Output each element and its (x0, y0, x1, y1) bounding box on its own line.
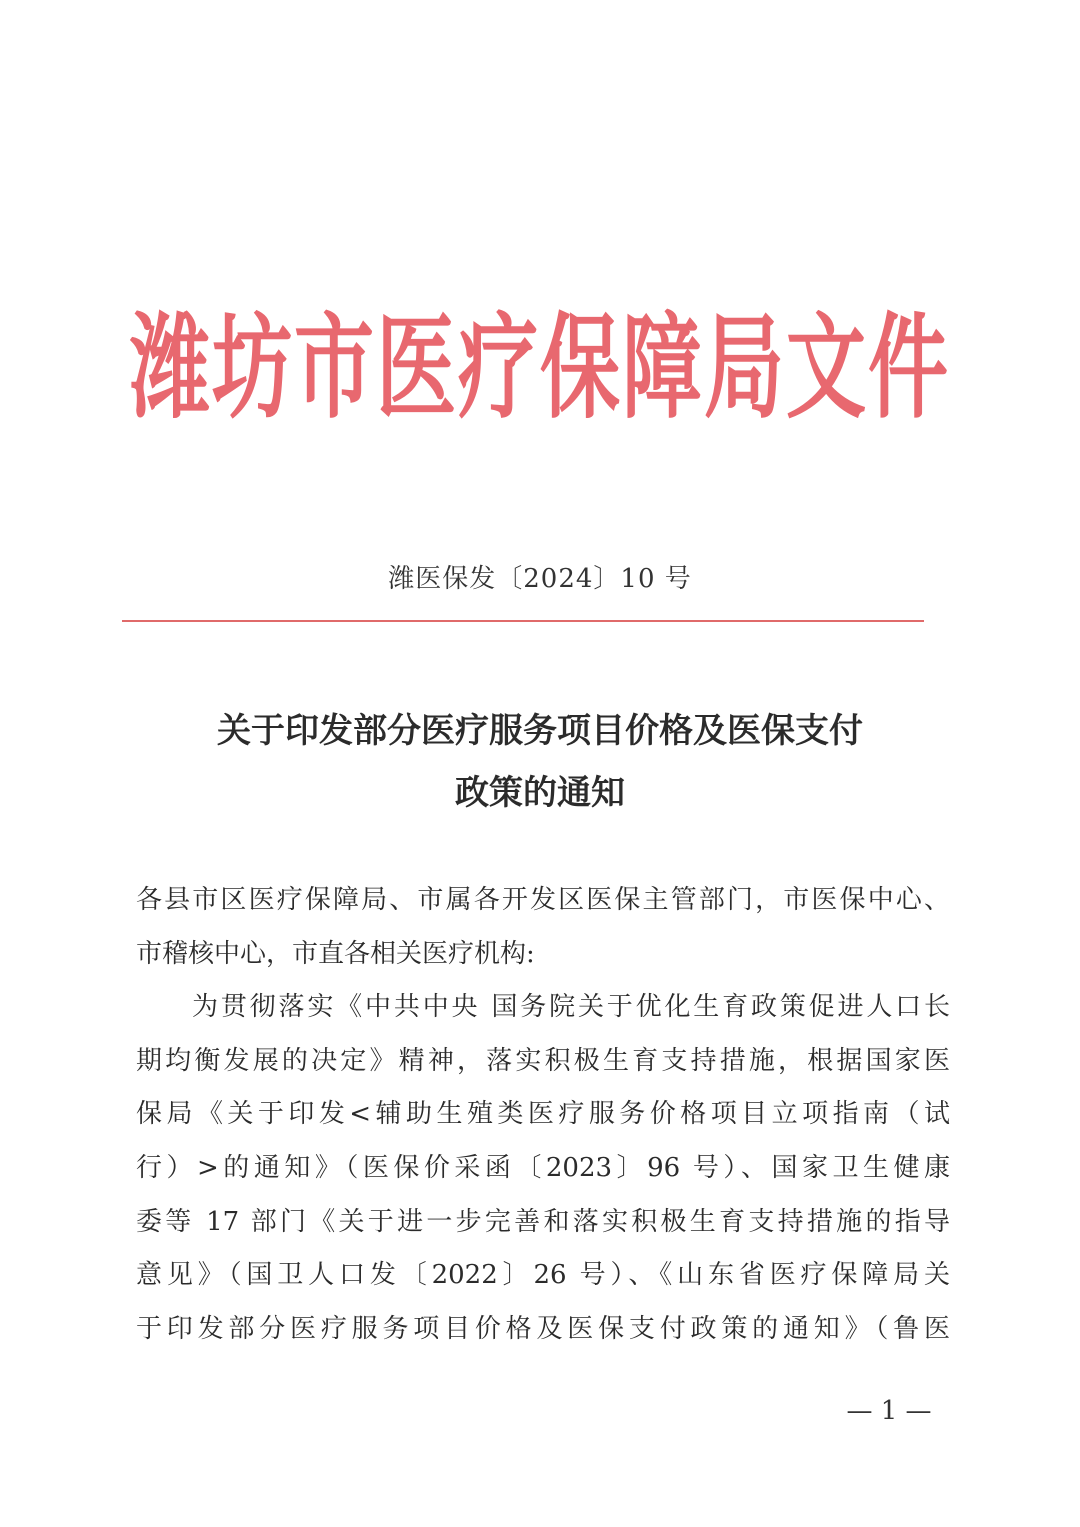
body-line: 期均衡发展的决定》精神，落实积极生育支持措施，根据国家医 (136, 1045, 950, 1076)
notice-title (100, 700, 980, 824)
body-line: 市稽核中心，市直各相关医疗机构: (136, 938, 535, 969)
notice-title-line-1: 关于印发部分医疗服务项目价格及医保支付 (217, 711, 863, 751)
body-line: 行）>的通知》（医保价采函〔2023〕96 号）、国家卫生健康 (136, 1152, 950, 1183)
body-line: 于印发部分医疗服务项目价格及医保支付政策的通知》（鲁医 (136, 1313, 950, 1344)
document-number: 潍医保发〔2024〕10 号 (388, 564, 692, 594)
notice-title-line-2: 政策的通知 (455, 773, 625, 813)
body-line: 保局《关于印发<辅助生殖类医疗服务价格项目立项指南（试 (136, 1099, 950, 1130)
page-number: — 1 — (846, 1396, 932, 1426)
body-line: 意见》（国卫人口发〔2022〕26 号）、《山东省医疗保障局关 (136, 1260, 950, 1291)
masthead-title: 潍坊市医疗保障局文件 (130, 302, 950, 435)
body-line: 各县市区医疗保障局、市属各开发区医保主管部门，市医保中心、 (136, 885, 950, 915)
body-text (136, 874, 950, 1356)
red-separator-line (122, 620, 924, 622)
body-line: 为贯彻落实《中共中央 国务院关于优化生育政策促进人口长 (192, 992, 950, 1023)
body-line: 委等 17 部门《关于进一步完善和落实积极生育支持措施的指导 (136, 1206, 950, 1237)
